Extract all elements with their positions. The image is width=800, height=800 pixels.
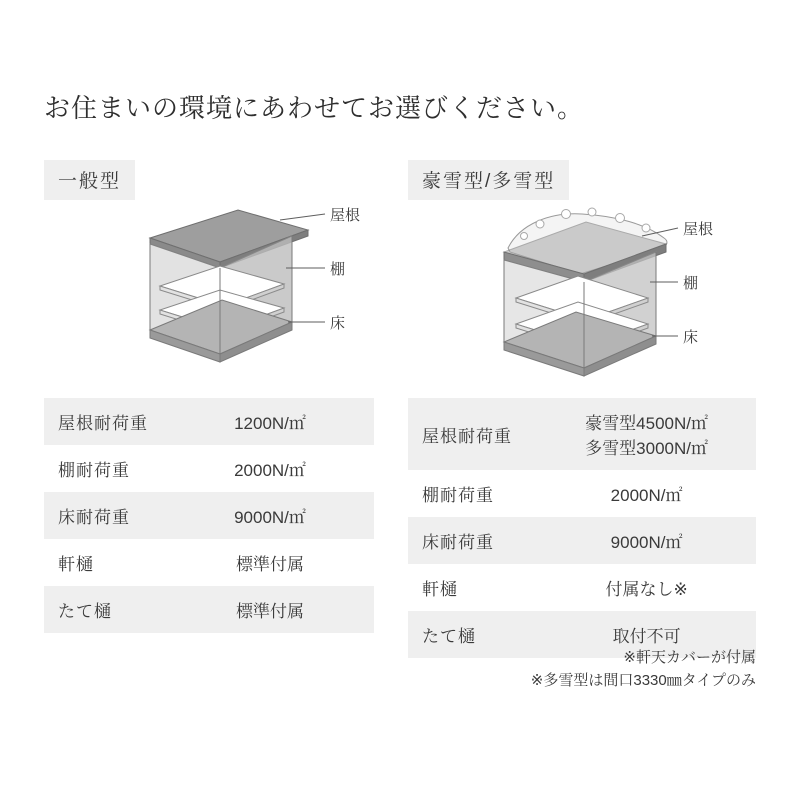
spec-value: 9000N/㎡	[547, 517, 756, 564]
table-row	[44, 445, 374, 492]
footnote-2: ※多雪型は間口3330㎜タイプのみ	[530, 672, 756, 690]
spec-key: 床耐荷重	[408, 517, 547, 564]
callout-floor-snow: 床	[683, 329, 699, 346]
spec-value-line: 豪雪型4500N/㎡	[585, 414, 708, 433]
spec-value	[547, 398, 756, 470]
spec-value: 標準付属	[176, 586, 374, 633]
callout-roof-general: 屋根	[330, 207, 361, 224]
footnotes	[408, 646, 756, 693]
spec-key: 軒樋	[44, 539, 176, 586]
spec-value: 2000N/㎡	[547, 470, 756, 517]
table-row	[408, 398, 756, 470]
spec-key: 棚耐荷重	[408, 470, 547, 517]
page-title: お住まいの環境にあわせてお選びください。	[44, 93, 585, 123]
table-row	[408, 564, 756, 611]
illustration-general-type	[120, 190, 390, 370]
spec-value-line: 多雪型3000N/㎡	[585, 439, 708, 458]
table-row	[44, 539, 374, 586]
illustration-heavy-snow-type	[480, 190, 750, 390]
table-row	[44, 398, 374, 445]
section-heading-general: 一般型	[44, 160, 135, 200]
callout-shelf-snow: 棚	[683, 275, 699, 292]
spec-value: 付属なし※	[547, 564, 756, 611]
spec-key: 屋根耐荷重	[408, 398, 547, 470]
table-row	[408, 470, 756, 517]
spec-key: 屋根耐荷重	[44, 398, 176, 445]
spec-key: たて樋	[408, 611, 547, 658]
spec-value: 2000N/㎡	[176, 445, 374, 492]
callout-roof-snow: 屋根	[683, 221, 714, 238]
section-heading-heavy-snow: 豪雪型/多雪型	[408, 160, 569, 200]
spec-key: 軒樋	[408, 564, 547, 611]
spec-key: 床耐荷重	[44, 492, 176, 539]
spec-value: 1200N/㎡	[176, 398, 374, 445]
callout-shelf-general: 棚	[330, 261, 346, 278]
table-row	[44, 586, 374, 633]
spec-value: 取付不可	[547, 611, 756, 658]
callout-floor-general: 床	[330, 315, 346, 332]
footnote-1: ※軒天カバーが付属	[623, 649, 756, 666]
table-row	[44, 492, 374, 539]
spec-key: 棚耐荷重	[44, 445, 176, 492]
table-row	[408, 517, 756, 564]
spec-key: たて樋	[44, 586, 176, 633]
spec-value: 標準付属	[176, 539, 374, 586]
spec-table-general	[44, 398, 374, 633]
spec-value: 9000N/㎡	[176, 492, 374, 539]
spec-table-heavy-snow	[408, 398, 756, 658]
